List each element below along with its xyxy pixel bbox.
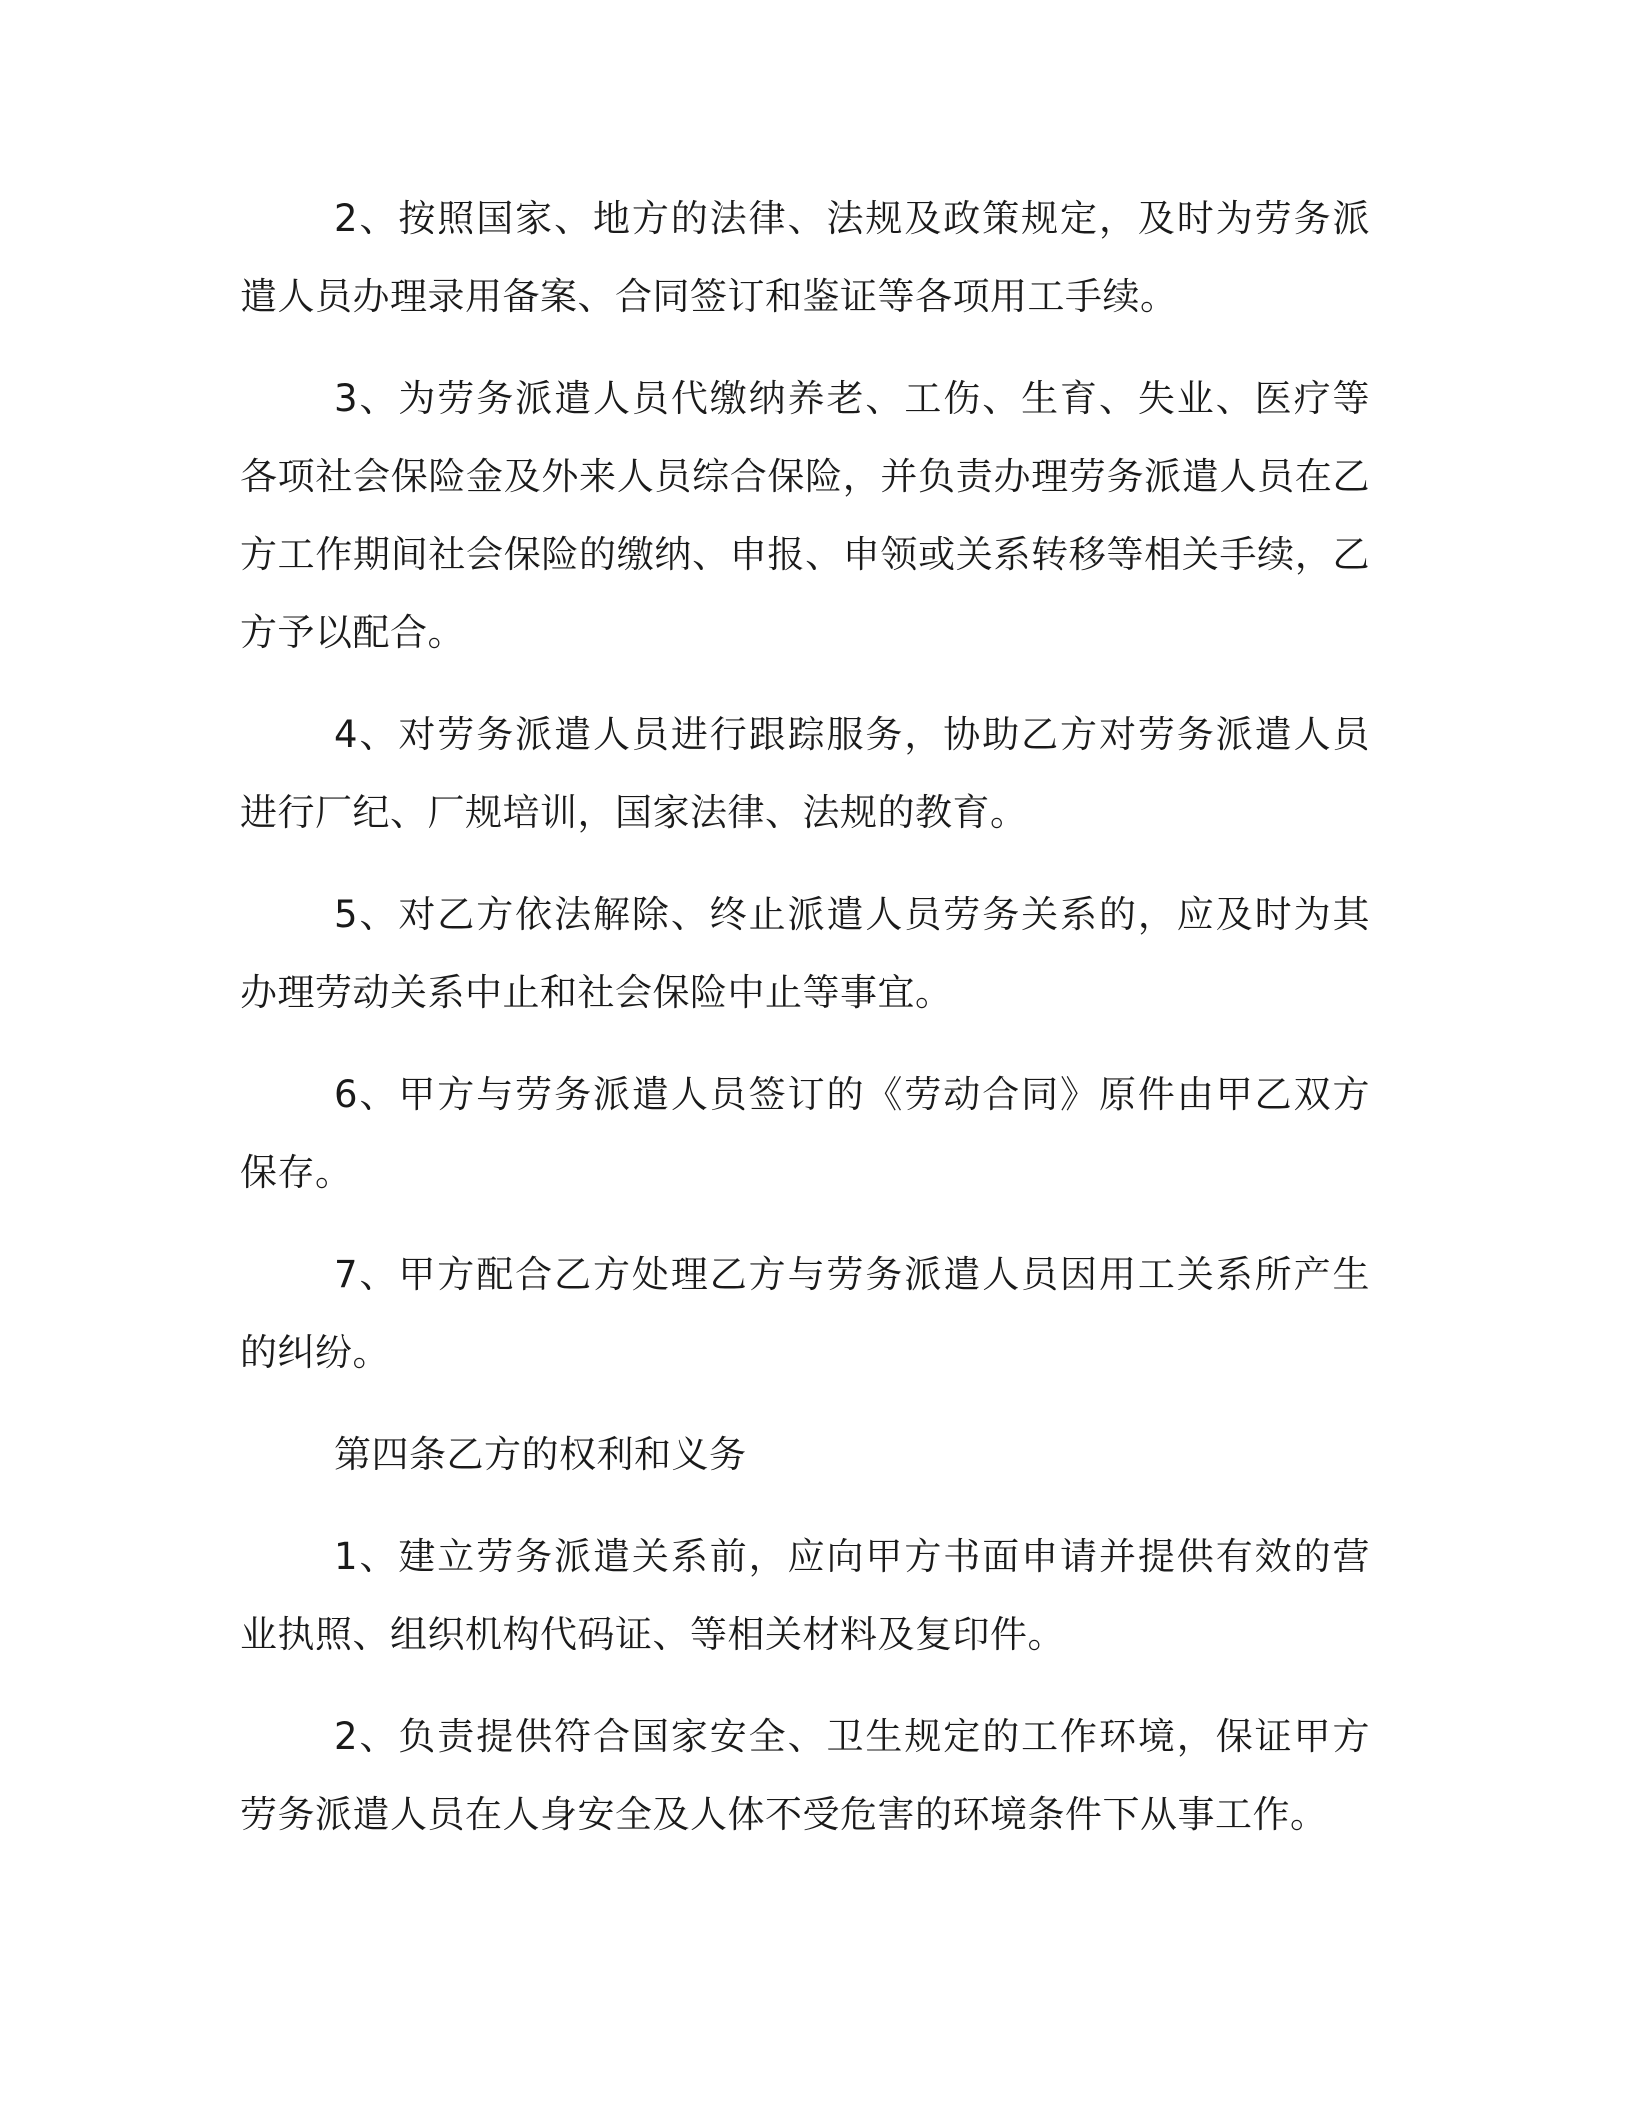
clause-4-item-1: 1、建立劳务派遣关系前，应向甲方书面申请并提供有效的营业执照、组织机构代码证、等相关材料及复印件。 <box>240 1535 1370 1656</box>
clause-4-item-2: 2、负责提供符合国家安全、卫生规定的工作环境，保证甲方劳务派遣人员在人身安全及人体不受危害的环境条件下从事工作。 <box>240 1715 1370 1836</box>
clause-3-item-3: 3、为劳务派遣人员代缴纳养老、工伤、生育、失业、医疗等各项社会保险金及外来人员综合保险，并负责办理劳务派遣人员在乙方工作期间社会保险的缴纳、申报、申领或关系转移等相关手续，乙方予以配合。 <box>240 377 1370 654</box>
clause-3-item-4: 4、对劳务派遣人员进行跟踪服务，协助乙方对劳务派遣人员进行厂纪、厂规培训，国家法律、法规的教育。 <box>240 713 1370 834</box>
document-body <box>240 180 1370 1878</box>
clause-3-item-2: 2、按照国家、地方的法律、法规及政策规定，及时为劳务派遣人员办理录用备案、合同签订和鉴证等各项用工手续。 <box>240 197 1370 318</box>
section-heading: 第四条乙方的权利和义务 <box>334 1433 747 1476</box>
clause-3-item-6: 6、甲方与劳务派遣人员签订的《劳动合同》原件由甲乙双方保存。 <box>240 1073 1370 1194</box>
clause-3-item-5: 5、对乙方依法解除、终止派遣人员劳务关系的，应及时为其办理劳动关系中止和社会保险中止等事宜。 <box>240 893 1370 1014</box>
clause-3-item-7: 7、甲方配合乙方处理乙方与劳务派遣人员因用工关系所产生的纠纷。 <box>240 1253 1370 1374</box>
